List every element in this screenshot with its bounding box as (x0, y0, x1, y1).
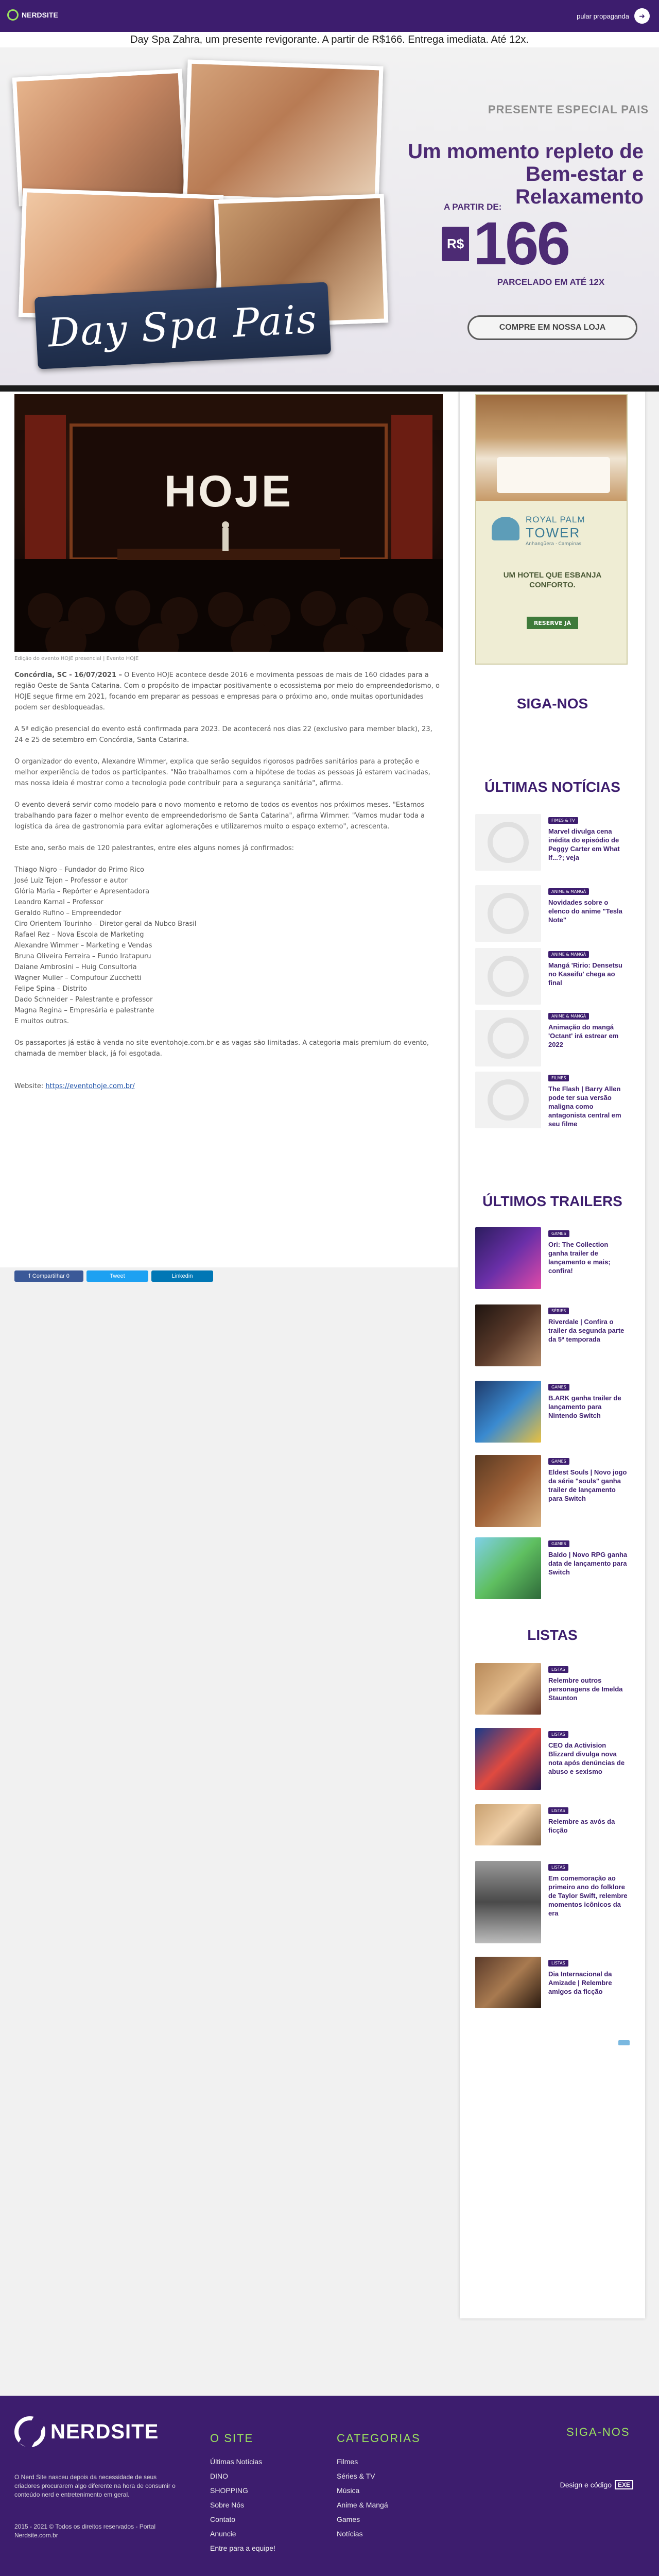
list-item: José Luiz Tejon – Professor e autor (14, 877, 128, 885)
footer-link[interactable]: Música (337, 2486, 360, 2495)
latest-news-title: ÚLTIMAS NOTÍCIAS (484, 779, 620, 795)
category-badge[interactable]: LISTAS (548, 1666, 568, 1673)
site-footer (0, 2396, 659, 2576)
trailer-item[interactable] (475, 1455, 630, 1527)
footer-link[interactable]: Notícias (337, 2530, 363, 2538)
list-item: Dado Schneider – Palestrante e professor (14, 996, 153, 1004)
category-badge[interactable]: LISTAS (548, 1731, 568, 1738)
ad-banner[interactable] (0, 47, 659, 385)
news-title[interactable]: Mangá 'Ririo: Densetsu no Kaseifu' chega ao final (548, 961, 622, 987)
footer-credit-text: Design e código (560, 2481, 612, 2489)
list-title[interactable]: Relembre outros personagens de Imelda Staunton (548, 1676, 623, 1702)
list-title[interactable]: Relembre as avós da ficção (548, 1818, 615, 1834)
list-title[interactable]: CEO da Activision Blizzard divulga nova nota após denúncias de abuso e sexismo (548, 1741, 625, 1775)
hotel-brand-2: TOWER (526, 525, 581, 540)
news-title[interactable]: The Flash | Barry Allen pode ter sua versão maligna como antagonista central em seu filme (548, 1085, 621, 1128)
list-item: Wagner Muller – Compufour Zucchetti (14, 974, 142, 982)
news-title[interactable]: Animação do mangá 'Octant' irá estrear em 2022 (548, 1023, 619, 1048)
trailer-title[interactable]: Ori: The Collection ganha trailer de lançamento e mais; confira! (548, 1241, 611, 1275)
news-thumbnail (475, 885, 541, 942)
footer-link[interactable]: Games (337, 2515, 360, 2523)
banner-special: PRESENTE ESPECIAL PAIS (488, 103, 649, 116)
footer-follow-title: SIGA-NOS (566, 2426, 630, 2438)
nerdsite-logo-icon (488, 1018, 529, 1059)
ad-text-strip[interactable] (0, 32, 659, 47)
list-item: Alexandre Wimmer – Marketing e Vendas (14, 942, 152, 950)
news-thumbnail (475, 948, 541, 1005)
list-item: Thiago Nigro – Fundador do Primo Rico (14, 866, 145, 874)
banner-price (442, 210, 569, 278)
skip-ad-label: pular propaganda (577, 12, 629, 20)
trailer-thumbnail (475, 1227, 541, 1289)
hotel-brand-1: ROYAL PALM (526, 515, 585, 524)
category-badge[interactable]: GAMES (548, 1230, 569, 1237)
nerdsite-logo-icon (14, 2416, 45, 2447)
nerdsite-logo-icon (488, 822, 529, 863)
news-thumbnail (475, 1072, 541, 1128)
footer-site-links (210, 2454, 275, 2555)
arrow-right-icon: ➜ (634, 8, 650, 24)
website-line (14, 1081, 443, 1092)
list-title[interactable]: Dia Internacional da Amizade | Relembre amigos da ficção (548, 1970, 612, 1995)
trailer-title[interactable]: B.ARK ganha trailer de lançamento para Nintendo Switch (548, 1394, 621, 1419)
footer-link[interactable]: Contato (210, 2515, 236, 2523)
banner-cta-button[interactable]: COMPRE EM NOSSA LOJA (467, 315, 637, 340)
list-item: Rafael Rez – Nova Escola de Marketing (14, 931, 144, 939)
image-caption: Edição do evento HOJE presencial | Evento HOJE (14, 656, 139, 662)
site-logo-text: NERDSITE (22, 11, 58, 19)
list-entry[interactable] (475, 1804, 630, 1845)
news-item[interactable] (475, 814, 630, 871)
paragraph-4: O evento deverá servir como modelo para o novo momento e retorno de todos os eventos nos próximos meses. "Estamos trabalhando para fazer o melhor evento de empreendedorismo de Santa Catarina", afirma Wimmer. "Vamos mudar toda a logística da área de gastronomia para evitar aglomerações e utilizaremos muito o espaço externo", acrescenta. (14, 801, 425, 831)
news-item[interactable] (475, 885, 630, 942)
news-thumbnail (475, 1010, 541, 1066)
banner-currency: R$ (442, 227, 469, 261)
footer-link[interactable]: Últimas Notícias (210, 2458, 263, 2466)
website-label: Website: (14, 1082, 46, 1090)
photo-couple (12, 69, 189, 207)
trailer-thumbnail (475, 1381, 541, 1443)
news-item[interactable] (475, 1010, 630, 1066)
linkedin-share-label: Linkedin (171, 1273, 193, 1279)
footer-link[interactable]: DINO (210, 2472, 228, 2480)
footer-logo[interactable] (14, 2416, 159, 2447)
hotel-tagline: UM HOTEL QUE ESBANJA CONFORTO. (503, 571, 602, 589)
paragraph-5: Este ano, serão mais de 120 palestrantes, entre eles alguns nomes já confirmados: (14, 844, 294, 852)
list-item: Daiane Ambrosini – Huig Consultoria (14, 963, 137, 971)
list-thumbnail (475, 1804, 541, 1845)
trailer-item[interactable] (475, 1537, 630, 1599)
trailer-thumbnail (475, 1537, 541, 1599)
nerdsite-logo-icon (7, 9, 19, 21)
list-thumbnail (475, 1663, 541, 1715)
category-badge[interactable]: SÉRIES (548, 1308, 569, 1314)
nerdsite-logo-icon (488, 893, 529, 934)
footer-col-categories-title: CATEGORIAS (337, 2432, 421, 2445)
linkedin-share-button[interactable] (151, 1270, 213, 1282)
stage-illustration (14, 394, 443, 652)
hotel-brand-sub: Anhangüera · Campinas (526, 541, 582, 547)
footer-link[interactable]: Entre para a equipe! (210, 2544, 275, 2552)
follow-title: SIGA-NOS (516, 696, 588, 711)
category-badge[interactable]: LISTAS (548, 1960, 568, 1967)
sidebar-ad[interactable] (475, 394, 628, 665)
footer-logo-text: NERDSITE (50, 2420, 159, 2443)
category-badge[interactable]: GAMES (548, 1384, 569, 1391)
list-thumbnail (475, 1861, 541, 1943)
trailer-item[interactable] (475, 1227, 630, 1289)
news-thumbnail (475, 814, 541, 871)
category-badge[interactable]: ANIME & MANGÁ (548, 951, 589, 958)
category-badge[interactable]: LISTAS (548, 1864, 568, 1871)
paragraph-2: A 5ª edição presencial do evento está confirmada para 2023. De acontecerá nos dias 22 (exclusivo para member black), 23, 24 e 25 de setembro em Concórdia, Santa Catarina. (14, 725, 432, 744)
news-title[interactable]: Marvel divulga cena inédita do episódio de Peggy Carter em What If...?; veja (548, 827, 620, 861)
trailer-thumbnail (475, 1304, 541, 1366)
speaker-list (14, 865, 443, 1027)
category-badge[interactable]: ANIME & MANGÁ (548, 888, 589, 895)
banner-from: A PARTIR DE: (444, 202, 502, 212)
list-entry[interactable] (475, 1957, 630, 2008)
trailer-item[interactable] (475, 1304, 630, 1366)
list-item: E muitos outros. (14, 1018, 70, 1025)
footer-link[interactable]: Sobre Nós (210, 2501, 245, 2509)
trailer-item[interactable] (475, 1381, 630, 1443)
list-thumbnail (475, 1728, 541, 1790)
nerdsite-logo-icon (488, 1079, 529, 1121)
list-item: Bruna Oliveira Ferreira – Fundo Iratapuru (14, 953, 151, 960)
skip-ad-button[interactable] (577, 8, 650, 24)
news-item[interactable] (475, 948, 630, 1005)
category-badge[interactable]: FILMES (548, 1075, 569, 1081)
list-thumbnail (475, 1957, 541, 2008)
photo-family (183, 59, 383, 205)
list-item: Glória Maria – Repórter e Apresentadora (14, 888, 150, 895)
facebook-share-label: Compartilhar 0 (32, 1273, 70, 1279)
footer-category-links (337, 2454, 388, 2541)
category-badge[interactable]: GAMES (548, 1540, 569, 1547)
banner-headline: Um momento repleto de Bem-estar e Relaxamento (408, 140, 644, 208)
list-entry[interactable] (475, 1663, 630, 1715)
trailer-title[interactable]: Eldest Souls | Novo jogo da série "souls" ganha trailer de lançamento para Switch (548, 1468, 627, 1502)
banner-price-value: 166 (473, 210, 569, 278)
banner-bottom-line (0, 385, 659, 392)
footer-credit-badge[interactable]: EXE (615, 2480, 633, 2489)
list-item: Magna Regina – Empresária e palestrante (14, 1007, 154, 1014)
hotel-bed (497, 457, 610, 493)
list-item: Leandro Karnal – Professor (14, 899, 103, 906)
footer-link[interactable]: Anuncie (210, 2530, 236, 2538)
category-badge[interactable]: ANIME & MANGÁ (548, 1013, 589, 1020)
stage-logo: HOJE (164, 467, 293, 516)
hero-image (14, 394, 443, 652)
list-title[interactable]: Em comemoração ao primeiro ano do folklore de Taylor Swift, relembre momentos icônicos da era (548, 1874, 628, 1917)
lead-place: Concórdia, SC - 16/07/2021 – (14, 671, 123, 679)
list-item: Ciro Orientem Tourinho – Diretor-geral da Nubco Brasil (14, 920, 197, 928)
twitter-share-button[interactable] (86, 1270, 148, 1282)
footer-credit (560, 2480, 633, 2489)
footer-link[interactable]: Filmes (337, 2458, 358, 2466)
category-badge[interactable]: GAMES (548, 1458, 569, 1465)
list-item: Geraldo Rufino – Empreendedor (14, 909, 122, 917)
footer-link[interactable]: Séries & TV (337, 2472, 375, 2480)
site-logo[interactable] (7, 9, 58, 21)
trailer-thumbnail (475, 1455, 541, 1527)
top-bar (0, 0, 659, 32)
ad-text: Day Spa Zahra, um presente revigorante. A partir de R$166. Entrega imediata. Até 12x. (130, 34, 529, 45)
paragraph-1: Concórdia, SC - 16/07/2021 – O Evento HOJE acontece desde 2016 e movimenta pessoas de mais de 160 cidades para a região Oeste de Santa Catarina. Com o propósito de impactar positivamente o ecossistema por meio do empreendedorismo, o HOJE segue firme em 2021, focando em preparar as pessoas e empresas para o próximo ano, onde muitas oportunidades podem ser desbloqueadas. (14, 671, 440, 711)
list-item: Felipe Spina – Distrito (14, 985, 87, 993)
ad-choices-icon[interactable] (618, 2040, 630, 2045)
facebook-icon: f (28, 1273, 30, 1279)
banner-ribbon: Day Spa Pais (34, 282, 332, 369)
footer-col-site-title: O SITE (210, 2432, 254, 2445)
twitter-share-label: Tweet (110, 1273, 125, 1279)
lists-title: LISTAS (527, 1627, 578, 1643)
paragraph-3: O organizador do evento, Alexandre Wimmer, explica que serão seguidos rigorosos padrões sanitários para a proteção e melhor experiência de todos os participantes. "Não trabalhamos com a hipótese de todas as pessoas já estarem vacinadas, mas nossa ideia é mostrar como a tecnologia pode contribuir para a segurança sanitária", afirma. (14, 758, 430, 787)
share-bar (14, 1270, 213, 1282)
list-entry[interactable] (475, 1728, 630, 1790)
article-area (0, 392, 458, 1279)
footer-about: O Nerd Site nasceu depois da necessidade de seus criadores procurarem algo diferente na hora de consumir o conteúdo nerd e entretenimento em geral. (14, 2473, 176, 2498)
nerdsite-logo-icon (488, 956, 529, 997)
footer-link[interactable]: SHOPPING (210, 2486, 248, 2495)
trailer-title[interactable]: Riverdale | Confira o trailer da segunda parte da 5ª temporada (548, 1318, 625, 1343)
category-badge[interactable]: LISTAS (548, 1807, 568, 1814)
paragraph-6: Os passaportes já estão à venda no site eventohoje.com.br e as vagas são limitadas. A categoria mais premium do evento, chamada de member black, já foi esgotada. (14, 1039, 429, 1058)
hotel-cta-button[interactable]: RESERVE JÁ (527, 617, 578, 629)
latest-trailers-title: ÚLTIMOS TRAILERS (482, 1193, 622, 1209)
palm-logo-icon (492, 517, 519, 540)
facebook-share-button[interactable] (14, 1270, 83, 1282)
footer-copyright: 2015 - 2021 © Todos os direitos reservados - Portal Nerdsite.com.br (14, 2523, 156, 2539)
news-item[interactable] (475, 1072, 630, 1128)
sidebar (460, 392, 645, 2318)
website-link[interactable]: https://eventohoje.com.br/ (45, 1082, 135, 1090)
banner-installments: PARCELADO EM ATÉ 12X (497, 277, 605, 287)
article-body (14, 670, 443, 1103)
category-badge[interactable]: FIMES & TV (548, 817, 578, 824)
news-title[interactable]: Novidades sobre o elenco do anime "Tesla Note" (548, 899, 622, 924)
trailer-title[interactable]: Baldo | Novo RPG ganha data de lançamento para Switch (548, 1551, 628, 1576)
list-entry[interactable] (475, 1861, 630, 1943)
footer-link[interactable]: Anime & Mangá (337, 2501, 388, 2509)
